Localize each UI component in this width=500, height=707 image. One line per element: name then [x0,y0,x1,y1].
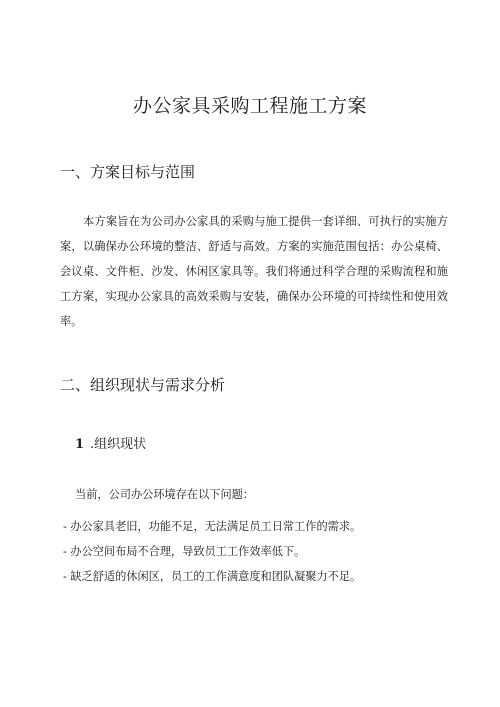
document-title: 办公家具采购工程施工方案 [132,95,367,117]
section-heading-status-analysis: 二、组织现状与需求分析 [60,376,226,394]
issues-intro-text: 当前，公司办公环境存在以下问题： [75,488,255,501]
subsection-title: .组织现状 [90,437,147,452]
list-item: - 缺乏舒适的休闲区，员工的工作满意度和团队凝聚力不足。 [63,570,362,583]
list-item: - 办公家具老旧，功能不足，无法满足员工日常工作的需求。 [63,520,362,533]
list-item: - 办公空间布局不合理，导致员工工作效率低下。 [63,545,306,558]
subsection-number: 1 [75,437,85,452]
section-paragraph-goals-scope: 本方案旨在为公司办公家具的采购与施工提供一套详细、可执行的实施方案，以确保办公环境的整洁、舒适与高效。方案的实施范围包括：办公桌椅、会议桌、文件柜、沙发、休闲区家具等。我们将通过科学合理的采购流程和施工方案，实现办公家具的高效采购与安装，确保办公环境的可持续性和使用效率。 [60,215,448,328]
section-heading-goals-scope: 一、方案目标与范围 [60,163,196,181]
subsection-heading-org-status [75,436,146,454]
issues-list [63,514,361,589]
